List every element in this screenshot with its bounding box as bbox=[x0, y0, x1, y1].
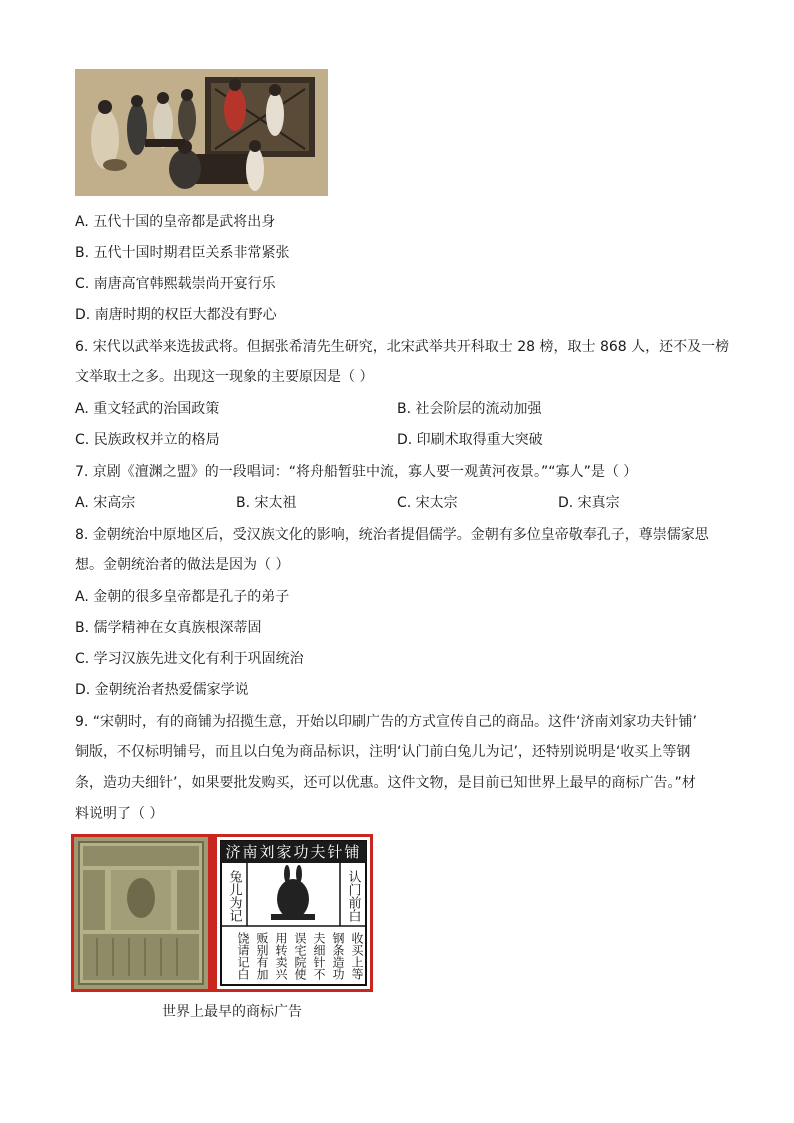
ad-bottom-column-4: 用转卖兴 bbox=[274, 932, 288, 980]
ad-bottom-columns bbox=[236, 931, 364, 981]
painting-figure bbox=[75, 69, 328, 196]
q7-option-c: C. 宋太宗 bbox=[397, 495, 458, 511]
q6-stem-line2: 文举取士之多。出现这一现象的主要原因是（ ） bbox=[75, 369, 374, 385]
q7-option-d: D. 宋真宗 bbox=[558, 495, 620, 511]
ad-bottom-column-2: 夫细针不 bbox=[312, 932, 326, 980]
q5-option-a: A. 五代十国的皇帝都是武将出身 bbox=[75, 214, 276, 230]
figure-caption: 世界上最早的商标广告 bbox=[162, 1004, 302, 1020]
trademark-ad-figure bbox=[71, 834, 373, 992]
ad-bottom-column-1: 钢条造功 bbox=[331, 932, 345, 980]
q5-option-d: D. 南唐时期的权臣大都没有野心 bbox=[75, 307, 277, 323]
q5-option-b: B. 五代十国时期君臣关系非常紧张 bbox=[75, 245, 290, 261]
q9-stem-line1: 9. “宋朝时，有的商铺为招揽生意，开始以印刷广告的方式宣传自己的商品。这件‘济南刘家功夫针铺’ bbox=[75, 714, 697, 730]
q7-stem: 7. 京剧《澶渊之盟》的一段唱词：“将舟船暂驻中流，寡人要一观黄河夜景。”“寡人”是（ ） bbox=[75, 464, 638, 480]
q7-option-b: B. 宋太祖 bbox=[236, 495, 297, 511]
ad-right-column-text: 认门前白 bbox=[345, 870, 361, 922]
q8-stem-line2: 想。金朝统治者的做法是因为（ ） bbox=[75, 557, 290, 573]
q8-option-b: B. 儒学精神在女真族根深蒂固 bbox=[75, 620, 262, 636]
ad-bottom-column-0: 收买上等 bbox=[350, 932, 364, 980]
ad-bottom-column-6: 饶请记白 bbox=[236, 932, 250, 980]
q6-stem-line1: 6. 宋代以武举来选拔武将。但据张希清先生研究，北宋武举共开科取士 28 榜，取士 868 人，还不及一榜 bbox=[75, 339, 730, 355]
q9-stem-line2: 铜版，不仅标明铺号，而且以白兔为商品标识，注明‘认门前白兔儿为记’，还特别说明是‘收买上等钢 bbox=[75, 744, 691, 760]
q8-option-c: C. 学习汉族先进文化有利于巩固统治 bbox=[75, 651, 304, 667]
q7-option-a: A. 宋高宗 bbox=[75, 495, 136, 511]
ad-left-column-text: 兔儿为记 bbox=[226, 870, 242, 922]
ad-bottom-column-5: 贩别有加 bbox=[255, 932, 269, 980]
q6-option-c: C. 民族政权并立的格局 bbox=[75, 432, 220, 448]
q8-option-a: A. 金朝的很多皇帝都是孔子的弟子 bbox=[75, 589, 290, 605]
q9-stem-line3: 条，造功夫细针’，如果要批发购买，还可以优惠。这件文物，是目前已知世界上最早的商标广告。”材 bbox=[75, 775, 696, 791]
q6-option-b: B. 社会阶层的流动加强 bbox=[397, 401, 542, 417]
q9-stem-line4: 料说明了（ ） bbox=[75, 806, 164, 822]
q6-option-d: D. 印刷术取得重大突破 bbox=[397, 432, 543, 448]
q8-option-d: D. 金朝统治者热爱儒家学说 bbox=[75, 682, 249, 698]
ad-header-text: 济南刘家功夫针铺 bbox=[225, 843, 362, 861]
ad-bottom-column-3: 误宅院使 bbox=[293, 932, 307, 980]
q8-stem-line1: 8. 金朝统治中原地区后，受汉族文化的影响，统治者提倡儒学。金朝有多位皇帝敬奉孔子，尊崇儒家思 bbox=[75, 527, 709, 543]
q6-option-a: A. 重文轻武的治国政策 bbox=[75, 401, 220, 417]
q5-option-c: C. 南唐高官韩熙载崇尚开宴行乐 bbox=[75, 276, 276, 292]
